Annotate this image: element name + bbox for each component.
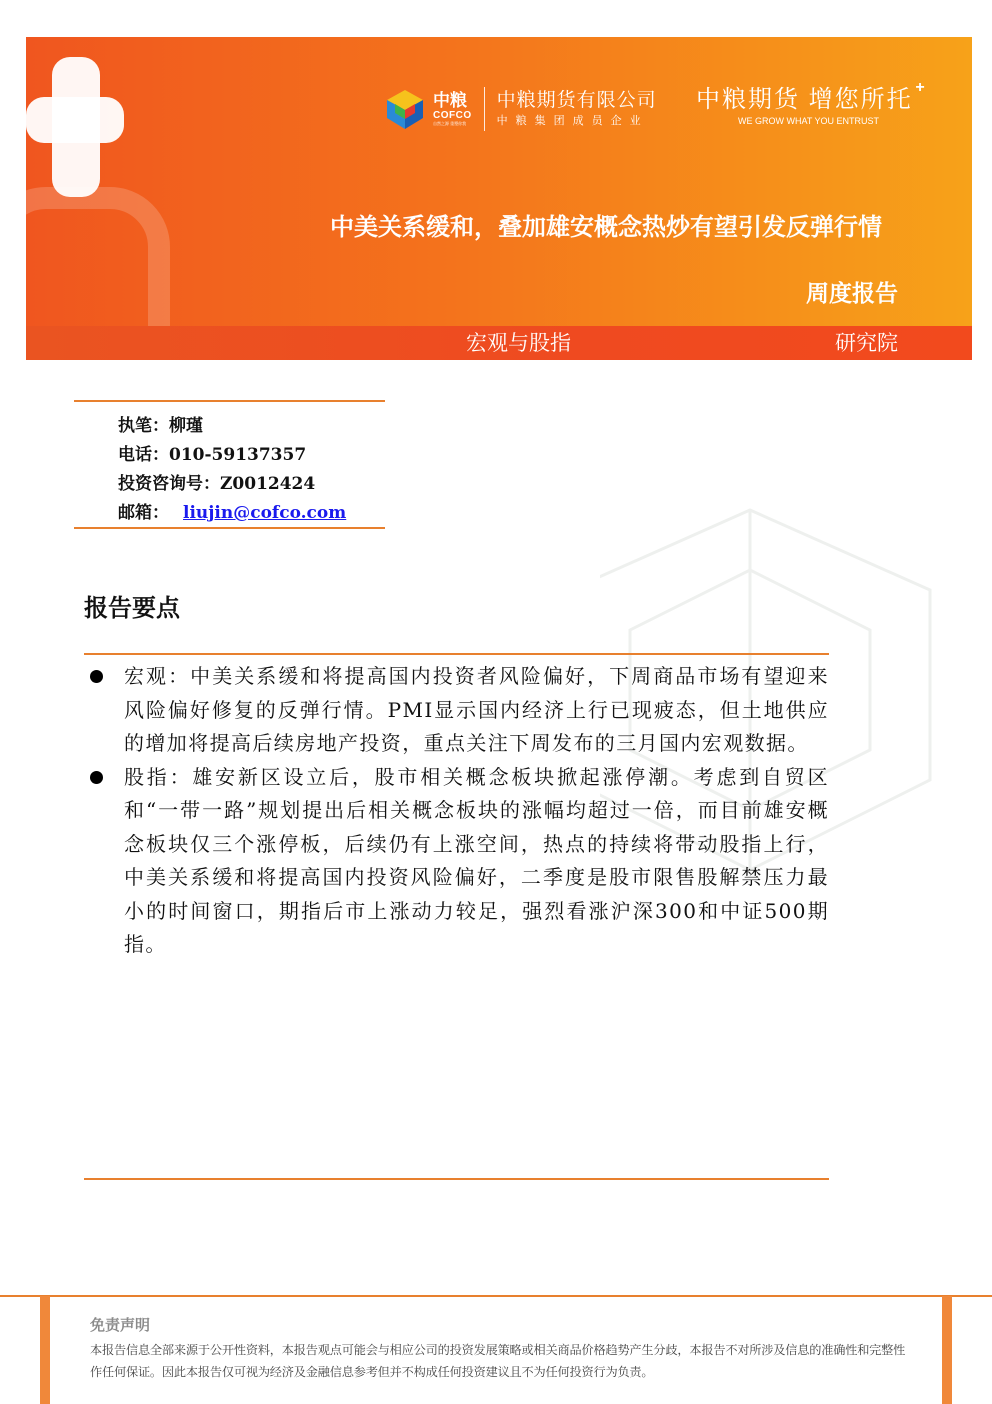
logo-divider xyxy=(484,87,485,131)
logo-en-text: COFCO xyxy=(433,109,472,121)
cofco-cube-icon xyxy=(383,87,427,131)
company-sub: 中粮集团成员企业 xyxy=(496,115,649,127)
category-band xyxy=(26,326,972,360)
report-type: 周度报告 xyxy=(806,280,898,307)
bullet-dot-icon xyxy=(90,771,103,784)
writer-label: 执笔： xyxy=(118,416,169,436)
disclaimer-post-left xyxy=(40,1296,50,1404)
phone-label: 电话： xyxy=(118,445,169,465)
bullet-macro xyxy=(84,660,829,761)
author-info xyxy=(74,400,385,529)
license-row xyxy=(118,469,315,494)
plus-shape-bar xyxy=(26,97,124,143)
bullet-text: 宏观：中美关系缓和将提高国内投资者风险偏好，下周商品市场有望迎来风险偏好修复的反弹行情。PMI显示国内经济上行已现疲态，但土地供应的增加将提高后续房地产投资，重点关注下周发布的三月国内宏观数据。 xyxy=(124,664,829,755)
disclaimer-text: 本报告信息全部来源于公开性资料，本报告观点可能会与相应公司的投资发展策略或相关商品价格趋势产生分歧，本报告不对所涉及信息的准确性和完整性作任何保证。因此本报告仅可视为经济及金融信息参考但并不构成任何投资建议且不为任何投资行为负责。 xyxy=(90,1343,906,1379)
company-name: 中粮期货有限公司 xyxy=(496,90,657,111)
summary-title: 报告要点 xyxy=(84,593,180,622)
summary-top-rule xyxy=(84,653,829,655)
slogan-cn: 中粮期货 增您所托 xyxy=(696,86,913,113)
disclaimer-title: 免责声明 xyxy=(90,1316,151,1334)
writer-row xyxy=(118,411,203,436)
header-banner xyxy=(26,37,972,360)
license-number: Z0012424 xyxy=(220,474,316,494)
phone-row xyxy=(118,440,306,465)
email-link[interactable]: liujin@cofco.com xyxy=(183,503,347,523)
logo-tagline: 自然之源 重塑你我 xyxy=(433,120,467,126)
disclaimer-rule xyxy=(0,1295,992,1297)
license-label: 投资咨询号： xyxy=(118,474,220,494)
department-label: 研究院 xyxy=(835,331,898,355)
writer-name: 柳瑾 xyxy=(169,416,203,436)
slogan-en: WE GROW WHAT YOU ENTRUST xyxy=(738,116,879,126)
disclaimer-post-right xyxy=(942,1296,952,1404)
report-title: 中美关系缓和，叠加雄安概念热炒有望引发反弹行情 xyxy=(330,212,882,241)
bullet-index xyxy=(84,761,829,962)
email-row xyxy=(118,498,346,523)
category-label: 宏观与股指 xyxy=(466,331,571,355)
logo-cn-text: 中粮 xyxy=(433,90,467,110)
summary-bullets xyxy=(84,660,829,962)
phone-number: 010-59137357 xyxy=(169,445,307,465)
bullet-text: 股指：雄安新区设立后，股市相关概念板块掀起涨停潮。考虑到自贸区和“一带一路”规划提出后相关概念板块的涨幅均超过一倍，而目前雄安概念板块仅三个涨停板，后续仍有上涨空间，热点的持续将带动股指上行，中美关系缓和将提高国内投资风险偏好，二季度是股市限售股解禁压力最小的时间窗口，期指后市上涨动力较足，强烈看涨沪深300和中证500期指。 xyxy=(124,764,829,956)
plus-icon: + xyxy=(915,79,925,96)
summary-bottom-rule xyxy=(84,1178,829,1180)
email-label: 邮箱： xyxy=(118,503,169,523)
slogan xyxy=(696,79,925,127)
bullet-dot-icon xyxy=(90,670,103,683)
cofco-logo xyxy=(383,83,657,135)
